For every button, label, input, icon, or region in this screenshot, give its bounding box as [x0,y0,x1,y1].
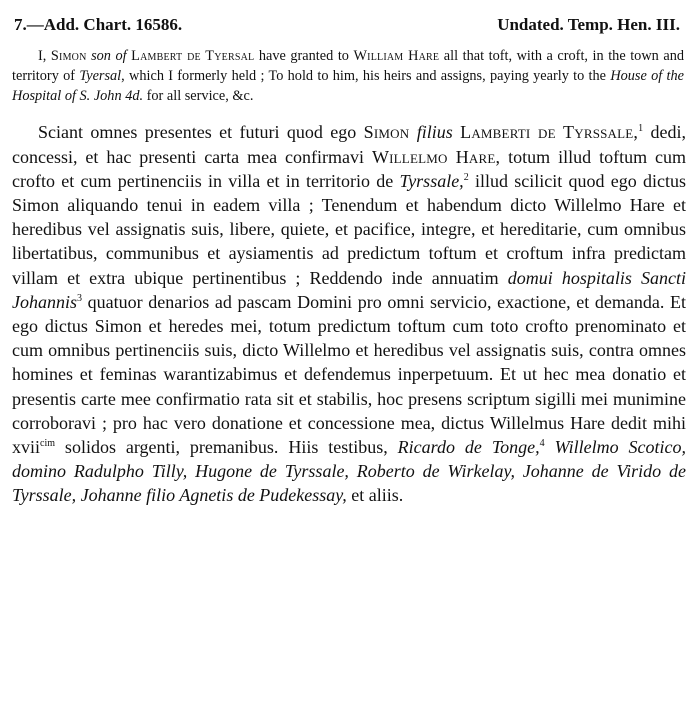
place-name: Tyersal [79,68,122,84]
grantor-father-name: Lambert de Tyersal [131,48,255,64]
latin-filius: filius [416,122,453,143]
latin-text: illud scilicit quod ego dictus Simon aliquando tenui in eadem villa ; Tenendum et habendum dicto Willelmo Hare et heredibus vel assignatis suis, libere, quiete, et pacifice, integre, et hereditarie, cum omnibus libertatibus, communibus et aysiamentis ad predictum toftum et croftum infra predictam villam et extra ubique pertinentibus ; Reddendo inde annuatim [12,170,686,288]
summary-son-of: son of [91,48,127,64]
charter-heading [12,14,690,36]
latin-text [409,122,416,142]
latin-grantee: Willelmo Hare, [371,146,501,167]
latin-text: dedi, concessi, et hac presenti carta mea confirmavi [12,122,687,167]
summary-text: all that toft, with a croft, in the town and territory of [12,48,684,84]
hospital-name: House of the Hospital of S. John [12,68,684,104]
summary-text: have granted to [254,48,354,64]
footnote-marker: 2 [463,171,469,183]
summary-text: for all service, &c. [143,88,254,104]
english-summary [12,46,690,106]
summary-text: , which I formerly held ; To hold to him, his heirs and assigns, paying yearly to the [121,68,611,84]
witness-list: Willelmo Scotico, domino Radulpho Tilly, Hugone de Tyrssale, Roberto de Wirkelay, Johanne de Virido de Tyrssale, Johanne filio Agnetis de Pudekessay, [12,436,686,506]
summary-text: I, [38,48,51,64]
latin-text: totum illud toftum cum crofto et cum pertinenciis in villa et in territorio de [12,146,686,191]
latin-text: solidos argenti, premanibus. Hiis testibus, [55,436,398,457]
latin-text: quatuor denarios ad pascam Domini pro omni servicio, exactione, et demanda. Et ego dictus Simon et heredes mei, totum predictum toftum cum toto crofto prenominato et cum omnibus pertinenciis suis, dicto Willelmo et heredibus vel assignatis suis, contra omnes homines et feminas warantizabimus et defendemus inperpetuum. Et ut hec mea donatio et presentis carte mee confirmatio rata sit et stabilis, hoc presens scriptum sigilli mei munimine corroboravi ; pro hac vero donatione et concessione mea, dictus Willelmus Hare dedit mihi xvii [12,291,686,457]
footnote-marker: 4 [539,437,545,449]
latin-grantor-father: Lamberti de Tyrssale, [460,122,639,143]
charter-reference: 7.—Add. Chart. 16586. [14,15,183,34]
grantee-name: William Hare [353,48,440,64]
latin-text: et aliis. [346,485,404,506]
latin-grantor: Simon [363,122,410,143]
latin-hospital: domui hospitalis Sancti Johannis [12,267,686,312]
grantor-name: Simon [50,48,87,64]
latin-charter-text [12,120,690,507]
charter-date: Undated. Temp. Hen. III. [497,15,680,34]
latin-text: Sciant omnes presentes et futuri quod ego [38,122,364,143]
latin-place: Tyrssale, [399,170,464,191]
witness-name: Ricardo de Tonge, [397,436,540,457]
numeral-suffix: cim [40,437,56,449]
rent-amount: 4d. [125,88,144,104]
latin-text [545,437,555,457]
footnote-marker: 3 [77,292,82,304]
footnote-marker: 1 [638,123,644,135]
